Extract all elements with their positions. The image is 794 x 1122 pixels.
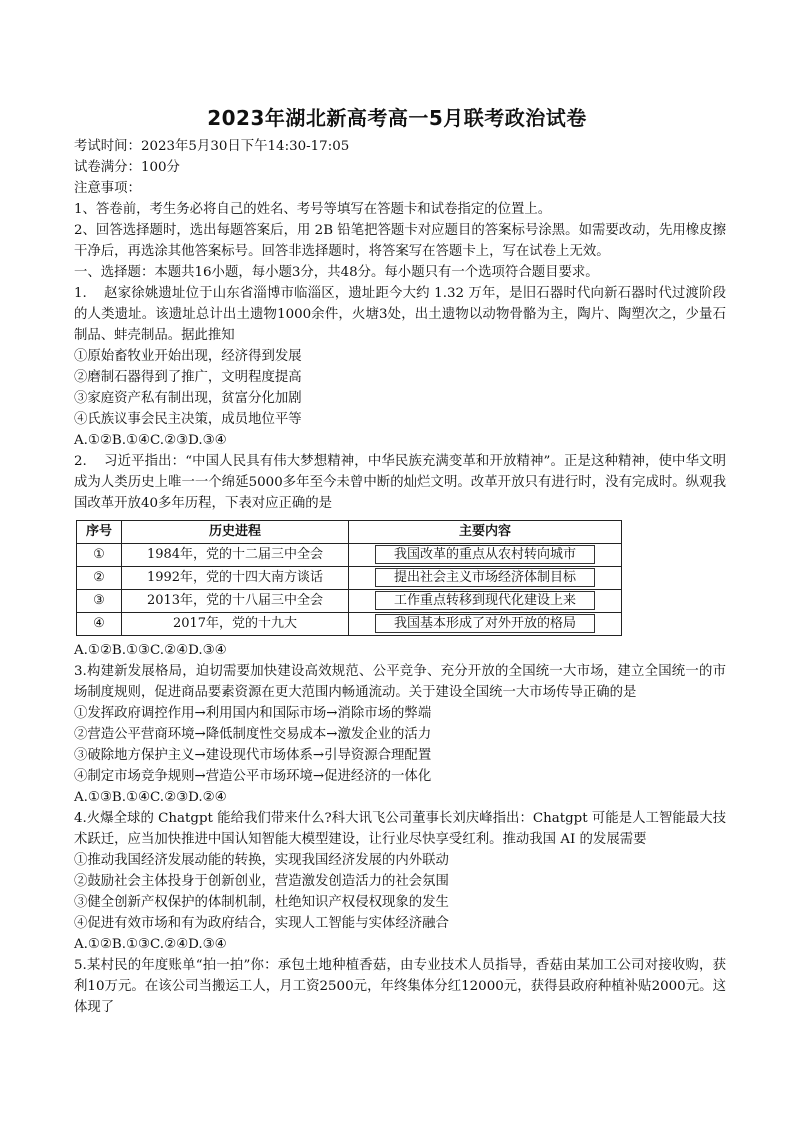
exam-title: 2023年湖北新高考高一5月联考政治试卷 [207,106,587,130]
table-header: 主要内容 [349,521,622,544]
table-row [77,544,622,567]
table-cell: 1984年，党的十二届三中全会 [122,544,349,567]
question-2-number: 2. [74,454,87,469]
question-1-option: ③家庭资产私有制出现，贫富分化加剧 [74,391,302,406]
question-4 [74,808,726,850]
question-5-stem: 某村民的年度账单“拍一拍”你：承包土地种植香菇，由专业技术人员指导，香菇由某加工公司对接收购，获利10万元。在该公司当搬运工人，月工资2500元，年终集体分红12000元，获得县政府种植补贴2000元。这体现了 [74,958,726,1015]
question-3-option: ②营造公平营商环境→降低制度性交易成本→激发企业的活力 [74,727,432,742]
question-1-option: ①原始畜牧业开始出现，经济得到发展 [74,349,302,364]
table-cell [349,590,622,613]
table-cell: ② [77,567,122,590]
question-4-answers: A.①②B.①③C.②④D.③④ [74,937,227,952]
question-1-option: ④氏族议事会民主决策，成员地位平等 [74,412,302,427]
question-3-option: ④制定市场竞争规则→营造公平市场环境→促进经济的一体化 [74,769,432,784]
question-4-option: ③健全创新产权保护的体制机制，杜绝知识产权侵权现象的发生 [74,895,449,910]
question-3-number: 3. [74,664,87,679]
question-3-stem: 构建新发展格局，迫切需要加快建设高效规范、公平竞争、充分开放的全国统一大市场，建立全国统一的市场制度规则，促进商品要素资源在更大范围内畅通流动。关于建设全国统一大市场传导正确的是 [74,664,726,700]
table-cell-text: 提出社会主义市场经济体制目标 [375,568,595,587]
table-row [77,590,622,613]
question-3-option: ①发挥政府调控作用→利用国内和国际市场→消除市场的弊端 [74,706,432,721]
question-4-number: 4. [74,811,87,826]
question-2-stem: 习近平指出：“中国人民具有伟大梦想精神，中华民族充满变革和开放精神”。正是这种精神，使中华文明成为人类历史上唯一一个绵延5000多年至今未曾中断的灿烂文明。改革开放只有进行时，没有完成时。纵观我国改革开放40多年历程，下表对应正确的是 [74,454,726,511]
table-header: 序号 [77,521,122,544]
question-1-number: 1. [74,286,87,301]
history-table [76,520,622,636]
notes-heading: 注意事项： [74,181,141,196]
question-5-number: 5. [74,958,87,973]
table-cell: ① [77,544,122,567]
question-1 [74,283,726,346]
table-cell: ③ [77,590,122,613]
table-cell [349,613,622,636]
exam-body [74,136,726,1018]
table-header-row [77,521,622,544]
question-3-option: ③破除地方保护主义→建设现代市场体系→引导资源合理配置 [74,748,432,763]
note-1: 1、答卷前，考生务必将自己的姓名、考号等填写在答题卡和试卷指定的位置上。 [74,202,552,217]
table-cell: 2013年，党的十八届三中全会 [122,590,349,613]
question-4-option: ②鼓励社会主体投身于创新创业，营造激发创造活力的社会氛围 [74,874,449,889]
table-cell: 1992年，党的十四大南方谈话 [122,567,349,590]
exam-time: 考试时间：2023年5月30日下午14:30-17:05 [74,139,350,154]
table-row [77,567,622,590]
table-cell-text: 工作重点转移到现代化建设上来 [375,591,595,610]
question-3-answers: A.①③B.①④C.②③D.②④ [74,790,227,805]
question-2-answers: A.①②B.①③C.②④D.③④ [74,643,227,658]
question-1-stem: 赵家徐姚遗址位于山东省淄博市临淄区，遗址距今大约 1.32 万年，是旧石器时代向新石器时代过渡阶段的人类遗址。该遗址总计出土遗物1000余件，火塘3处，出土遗物以动物骨骼为主，陶片、陶塑次之，少量石制品、蚌壳制品。据此推知 [74,286,726,343]
table-cell: ④ [77,613,122,636]
table-row [77,613,622,636]
question-4-option: ④促进有效市场和有为政府结合，实现人工智能与实体经济融合 [74,916,449,931]
question-3 [74,661,726,703]
table-cell [349,544,622,567]
question-4-option: ①推动我国经济发展动能的转换，实现我国经济发展的内外联动 [74,853,449,868]
question-2 [74,451,726,514]
full-score: 试卷满分：100分 [74,160,180,175]
table-cell-text: 我国基本形成了对外开放的格局 [375,614,595,633]
question-1-option: ②磨制石器得到了推广，文明程度提高 [74,370,302,385]
note-2: 2、回答选择题时，选出每题答案后，用 2B 铅笔把答题卡对应题目的答案标号涂黑。如需要改动，先用橡皮擦干净后，再选涂其他答案标号。回答非选择题时，将答案写在答题卡上，写在试卷上无效。 [74,223,726,259]
table-cell [349,567,622,590]
section-heading: 一、选择题：本题共16小题，每小题3分，共48分。每小题只有一个选项符合题目要求。 [74,265,599,280]
table-cell-text: 我国改革的重点从农村转向城市 [375,545,595,564]
table-cell: 2017年，党的十九大 [122,613,349,636]
question-1-answers: A.①②B.①④C.②③D.③④ [74,433,227,448]
table-header: 历史进程 [122,521,349,544]
question-5 [74,955,726,1018]
question-4-stem: 火爆全球的 Chatgpt 能给我们带来什么?科大讯飞公司董事长刘庆峰指出：Chatgpt 可能是人工智能最大技术跃迁，应当加快推进中国认知智能大模型建设，让行业尽快享受红利。推动我国 AI 的发展需要 [74,811,726,847]
